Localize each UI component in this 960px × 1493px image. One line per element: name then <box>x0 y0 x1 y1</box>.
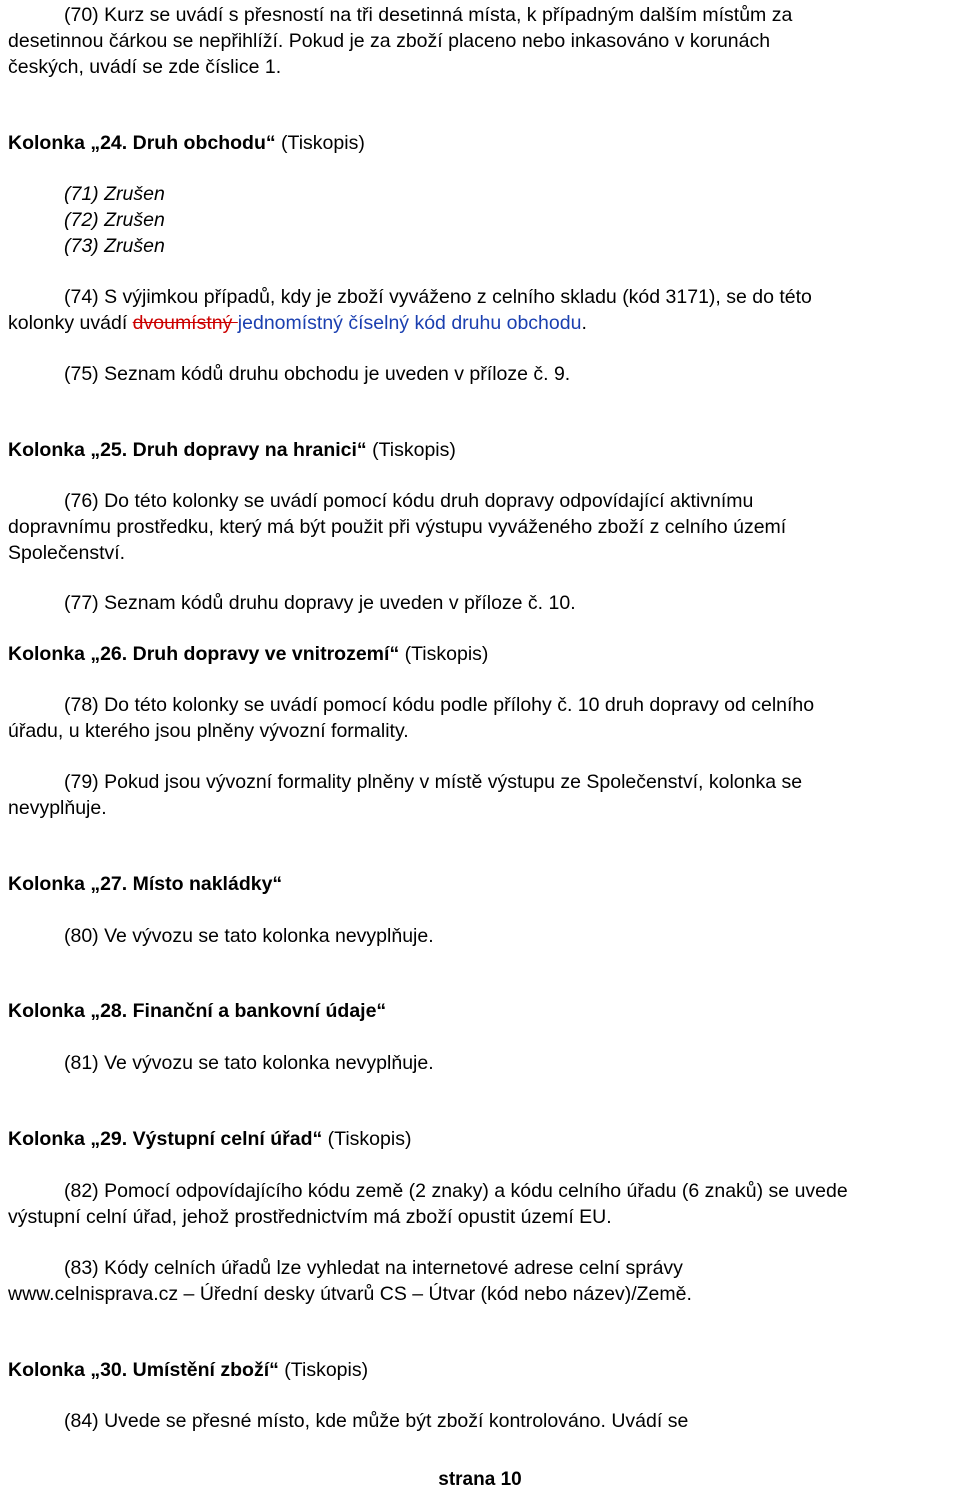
section-note-30: (Tiskopis) <box>278 1359 369 1381</box>
section-label-27: Kolonka „27. <box>8 873 133 895</box>
section-heading-29 <box>8 1126 411 1152</box>
paragraph-78-line-1: (78) Do této kolonky se uvádí pomocí kódu podle přílohy č. 10 druh dopravy od celního <box>64 694 815 716</box>
paragraph-74-end: . <box>581 312 587 334</box>
section-note-26: (Tiskopis) <box>399 643 489 665</box>
paragraph-70-line-1: (70) Kurz se uvádí s přesností na tři desetinná místa, k případným dalším místům za <box>64 4 793 26</box>
paragraph-74-line-1: (74) S výjimkou případů, kdy je zboží vyváženo z celního skladu (kód 3171), se do této <box>64 286 812 308</box>
section-title-29: Výstupní celní úřad“ <box>132 1128 323 1150</box>
section-note-24: (Tiskopis) <box>275 132 365 154</box>
paragraph-84: (84) Uvede se přesné místo, kde může být zboží kontrolováno. Uvádí se <box>64 1410 689 1432</box>
section-label-26: Kolonka „26. <box>8 643 133 665</box>
section-heading-28 <box>8 998 386 1024</box>
paragraph-82-line-2: výstupní celní úřad, jehož prostřednictvím má zboží opustit území EU. <box>8 1206 612 1228</box>
paragraph-80: (80) Ve vývozu se tato kolonka nevyplňuje. <box>64 925 434 947</box>
paragraph-74-text: kolonky uvádí <box>8 312 133 334</box>
deleted-text: dvoumístný <box>132 312 238 334</box>
paragraph-76-line-2: dopravnímu prostředku, který má být použit při výstupu vyváženého zboží z celního území <box>8 516 787 538</box>
section-title-26: Druh dopravy ve vnitrozemí“ <box>132 643 400 665</box>
section-note-29: (Tiskopis) <box>322 1128 412 1150</box>
paragraph-73: (73) Zrušen <box>64 235 165 257</box>
section-title-27: Místo nakládky“ <box>132 873 283 895</box>
section-label-29: Kolonka „29. <box>8 1128 133 1150</box>
section-note-25: (Tiskopis) <box>366 439 456 461</box>
section-heading-26 <box>8 641 488 667</box>
paragraph-76-line-1: (76) Do této kolonky se uvádí pomocí kódu druh dopravy odpovídající aktivnímu <box>64 490 754 512</box>
paragraph-72: (72) Zrušen <box>64 209 165 231</box>
section-heading-24 <box>8 130 365 156</box>
section-title-30: Umístění zboží“ <box>132 1359 279 1381</box>
paragraph-70-line-2: desetinnou čárkou se nepřihlíží. Pokud je za zboží placeno nebo inkasováno v korunách <box>8 30 771 52</box>
paragraph-75: (75) Seznam kódů druhu obchodu je uveden v příloze č. 9. <box>64 363 571 385</box>
paragraph-83-line-2: www.celnisprava.cz – Úřední desky útvarů CS – Útvar (kód nebo název)/Země. <box>8 1283 692 1305</box>
section-label-25: Kolonka „25. <box>8 439 133 461</box>
section-label-24: Kolonka „24. <box>8 132 133 154</box>
paragraph-76-line-3: Společenství. <box>8 542 126 564</box>
section-label-28: Kolonka „28. <box>8 1000 133 1022</box>
paragraph-79-line-1: (79) Pokud jsou vývozní formality plněny v místě výstupu ze Společenství, kolonka se <box>64 771 803 793</box>
paragraph-82-line-1: (82) Pomocí odpovídajícího kódu země (2 znaky) a kódu celního úřadu (6 znaků) se uvede <box>64 1180 848 1202</box>
paragraph-83-line-1: (83) Kódy celních úřadů lze vyhledat na internetové adrese celní správy <box>64 1257 683 1279</box>
paragraph-71: (71) Zrušen <box>64 183 165 205</box>
section-title-25: Druh dopravy na hranici“ <box>132 439 367 461</box>
paragraph-70-line-3: českých, uvádí se zde číslice 1. <box>8 56 282 78</box>
section-title-24: Druh obchodu“ <box>132 132 276 154</box>
section-heading-30 <box>8 1357 368 1383</box>
paragraph-78-line-2: úřadu, u kterého jsou plněny vývozní formality. <box>8 720 409 742</box>
paragraph-81: (81) Ve vývozu se tato kolonka nevyplňuje. <box>64 1052 434 1074</box>
paragraph-74-line-2 <box>8 310 587 336</box>
paragraph-77: (77) Seznam kódů druhu dopravy je uveden v příloze č. 10. <box>64 592 576 614</box>
section-label-30: Kolonka „30. <box>8 1359 133 1381</box>
section-heading-25 <box>8 437 456 463</box>
section-title-28: Finanční a bankovní údaje“ <box>132 1000 387 1022</box>
page-number: strana 10 <box>438 1469 522 1490</box>
section-heading-27 <box>8 871 282 897</box>
paragraph-79-line-2: nevyplňuje. <box>8 797 107 819</box>
inserted-text: jednomístný číselný kód druhu obchodu <box>237 312 582 334</box>
